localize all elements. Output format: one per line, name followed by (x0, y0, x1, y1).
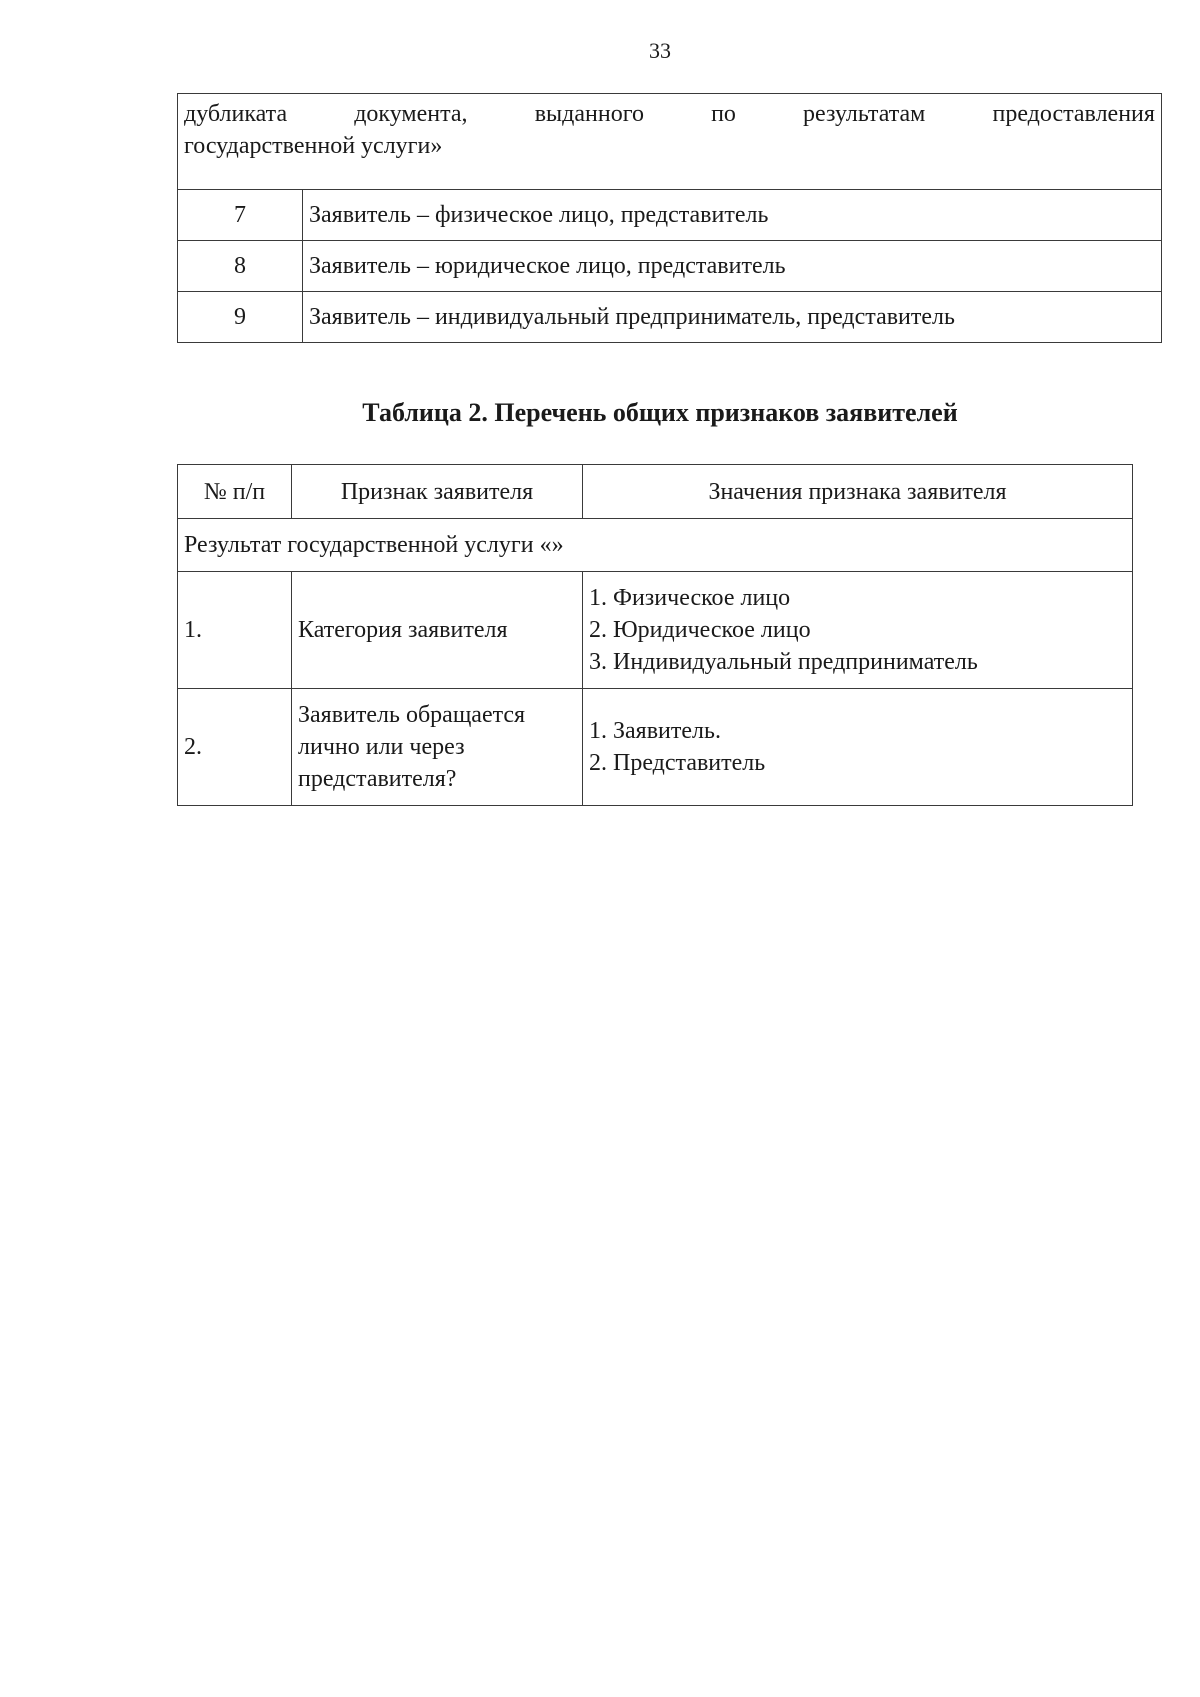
row-number: 8 (178, 241, 303, 292)
continuation-word: результатам (803, 101, 926, 127)
table-2-caption: Таблица 2. Перечень общих признаков заявителей (362, 398, 958, 427)
continuation-word: документа, (354, 101, 468, 127)
table-row (178, 572, 1133, 689)
attribute-line: Категория заявителя (298, 617, 508, 643)
table-row (178, 241, 1162, 292)
table-row (178, 94, 1162, 190)
attribute-line: представителя? (298, 766, 457, 792)
continuation-word: предоставления (992, 101, 1155, 127)
table-applicant-attributes (177, 464, 1133, 806)
header-num: № п/п (178, 465, 292, 519)
value-line: 3. Индивидуальный предприниматель (589, 649, 978, 675)
continuation-word: по (711, 101, 736, 127)
row-text: Заявитель – юридическое лицо, представитель (303, 241, 1162, 292)
value-line: 1. Физическое лицо (589, 585, 791, 611)
row-number: 7 (178, 190, 303, 241)
row-attribute (292, 689, 583, 806)
row-number: 2. (178, 689, 292, 806)
attribute-line: Заявитель обращается (298, 702, 526, 728)
table-row (178, 292, 1162, 343)
header-attribute: Признак заявителя (292, 465, 583, 519)
continuation-cell (178, 94, 1162, 190)
continuation-word: дубликата (184, 101, 288, 127)
section-title: Результат государственной услуги «» (178, 519, 1133, 572)
header-values: Значения признака заявителя (583, 465, 1133, 519)
row-values (583, 572, 1133, 689)
row-attribute (292, 572, 583, 689)
value-line: 2. Юридическое лицо (589, 617, 811, 643)
continuation-word: выданного (534, 101, 644, 127)
row-text: Заявитель – физическое лицо, представитель (303, 190, 1162, 241)
table-applicant-variants-continued (177, 93, 1162, 343)
row-text: Заявитель – индивидуальный предприниматель, представитель (303, 292, 1162, 343)
table-section-row (178, 519, 1133, 572)
continuation-line-1 (184, 98, 1155, 130)
row-values (583, 689, 1133, 806)
row-number: 1. (178, 572, 292, 689)
value-line: 1. Заявитель. (589, 718, 721, 744)
attribute-line: лично или через (298, 734, 465, 760)
row-number: 9 (178, 292, 303, 343)
continuation-line-2: государственной услуги» (184, 133, 443, 159)
value-line: 2. Представитель (589, 750, 766, 776)
table-header-row (178, 465, 1133, 519)
table-row (178, 689, 1133, 806)
page-number: 33 (649, 38, 671, 63)
table-row (178, 190, 1162, 241)
